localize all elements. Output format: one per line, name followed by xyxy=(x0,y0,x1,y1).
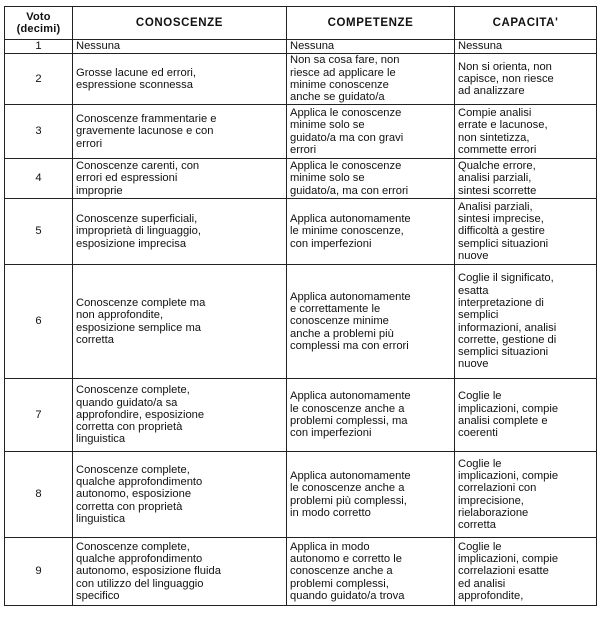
competenze-cell: Nessuna xyxy=(287,40,455,54)
table-row xyxy=(5,379,597,452)
table-row xyxy=(5,40,597,54)
header-conoscenze: CONOSCENZE xyxy=(73,7,287,40)
conoscenze-cell: Conoscenze superficiali, improprietà di linguaggio, esposizione imprecisa xyxy=(73,199,287,265)
capacita-cell: Non si orienta, non capisce, non riesce ad analizzare xyxy=(455,54,597,105)
header-row xyxy=(5,7,597,40)
conoscenze-cell: Conoscenze frammentarie e gravemente lacunose e con errori xyxy=(73,105,287,159)
voto-cell: 1 xyxy=(5,40,73,54)
header-capacita: CAPACITA' xyxy=(455,7,597,40)
conoscenze-cell: Conoscenze complete, qualche approfondimento autonomo, esposizione corretta con proprietà linguistica xyxy=(73,452,287,538)
competenze-cell: Applica autonomamente le conoscenze anche a problemi complessi, ma con imperfezioni xyxy=(287,379,455,452)
capacita-cell: Nessuna xyxy=(455,40,597,54)
voto-cell: 4 xyxy=(5,159,73,199)
voto-cell: 5 xyxy=(5,199,73,265)
evaluation-table xyxy=(4,6,597,606)
competenze-cell: Applica le conoscenze minime solo se guidato/a ma con gravi errori xyxy=(287,105,455,159)
capacita-cell: Coglie le implicazioni, compie correlazioni esatte ed analisi approfondite, xyxy=(455,538,597,606)
table-row xyxy=(5,105,597,159)
competenze-cell: Applica le conoscenze minime solo se guidato/a, ma con errori xyxy=(287,159,455,199)
table-row xyxy=(5,538,597,606)
table-row xyxy=(5,452,597,538)
table-row xyxy=(5,265,597,379)
voto-cell: 2 xyxy=(5,54,73,105)
competenze-cell: Applica autonomamente le conoscenze anche a problemi più complessi, in modo corretto xyxy=(287,452,455,538)
capacita-cell: Qualche errore, analisi parziali, sintesi scorrette xyxy=(455,159,597,199)
capacita-cell: Coglie le implicazioni, compie correlazioni con imprecisione, rielaborazione corretta xyxy=(455,452,597,538)
competenze-cell: Non sa cosa fare, non riesce ad applicare le minime conoscenze anche se guidato/a xyxy=(287,54,455,105)
capacita-cell: Analisi parziali, sintesi imprecise, difficoltà a gestire semplici situazioni nuove xyxy=(455,199,597,265)
header-voto: Voto (decimi) xyxy=(5,7,73,40)
table-row xyxy=(5,199,597,265)
capacita-cell: Coglie il significato, esatta interpretazione di semplici informazioni, analisi corrette, gestione di semplici situazioni nuove xyxy=(455,265,597,379)
voto-cell: 3 xyxy=(5,105,73,159)
conoscenze-cell: Conoscenze complete ma non approfondite, esposizione semplice ma corretta xyxy=(73,265,287,379)
voto-cell: 8 xyxy=(5,452,73,538)
conoscenze-cell: Conoscenze complete, qualche approfondimento autonomo, esposizione fluida con utilizzo del linguaggio specifico xyxy=(73,538,287,606)
competenze-cell: Applica in modo autonomo e corretto le conoscenze anche a problemi complessi, quando guidato/a trova xyxy=(287,538,455,606)
voto-cell: 7 xyxy=(5,379,73,452)
capacita-cell: Compie analisi errate e lacunose, non sintetizza, commette errori xyxy=(455,105,597,159)
table-row xyxy=(5,159,597,199)
competenze-cell: Applica autonomamente le minime conoscenze, con imperfezioni xyxy=(287,199,455,265)
conoscenze-cell: Nessuna xyxy=(73,40,287,54)
competenze-cell: Applica autonomamente e correttamente le conoscenze minime anche a problemi più complessi ma con errori xyxy=(287,265,455,379)
voto-cell: 6 xyxy=(5,265,73,379)
voto-cell: 9 xyxy=(5,538,73,606)
conoscenze-cell: Conoscenze complete, quando guidato/a sa approfondire, esposizione corretta con proprietà linguistica xyxy=(73,379,287,452)
conoscenze-cell: Grosse lacune ed errori, espressione sconnessa xyxy=(73,54,287,105)
capacita-cell: Coglie le implicazioni, compie analisi complete e coerenti xyxy=(455,379,597,452)
table-row xyxy=(5,54,597,105)
header-competenze: COMPETENZE xyxy=(287,7,455,40)
conoscenze-cell: Conoscenze carenti, con errori ed espressioni improprie xyxy=(73,159,287,199)
